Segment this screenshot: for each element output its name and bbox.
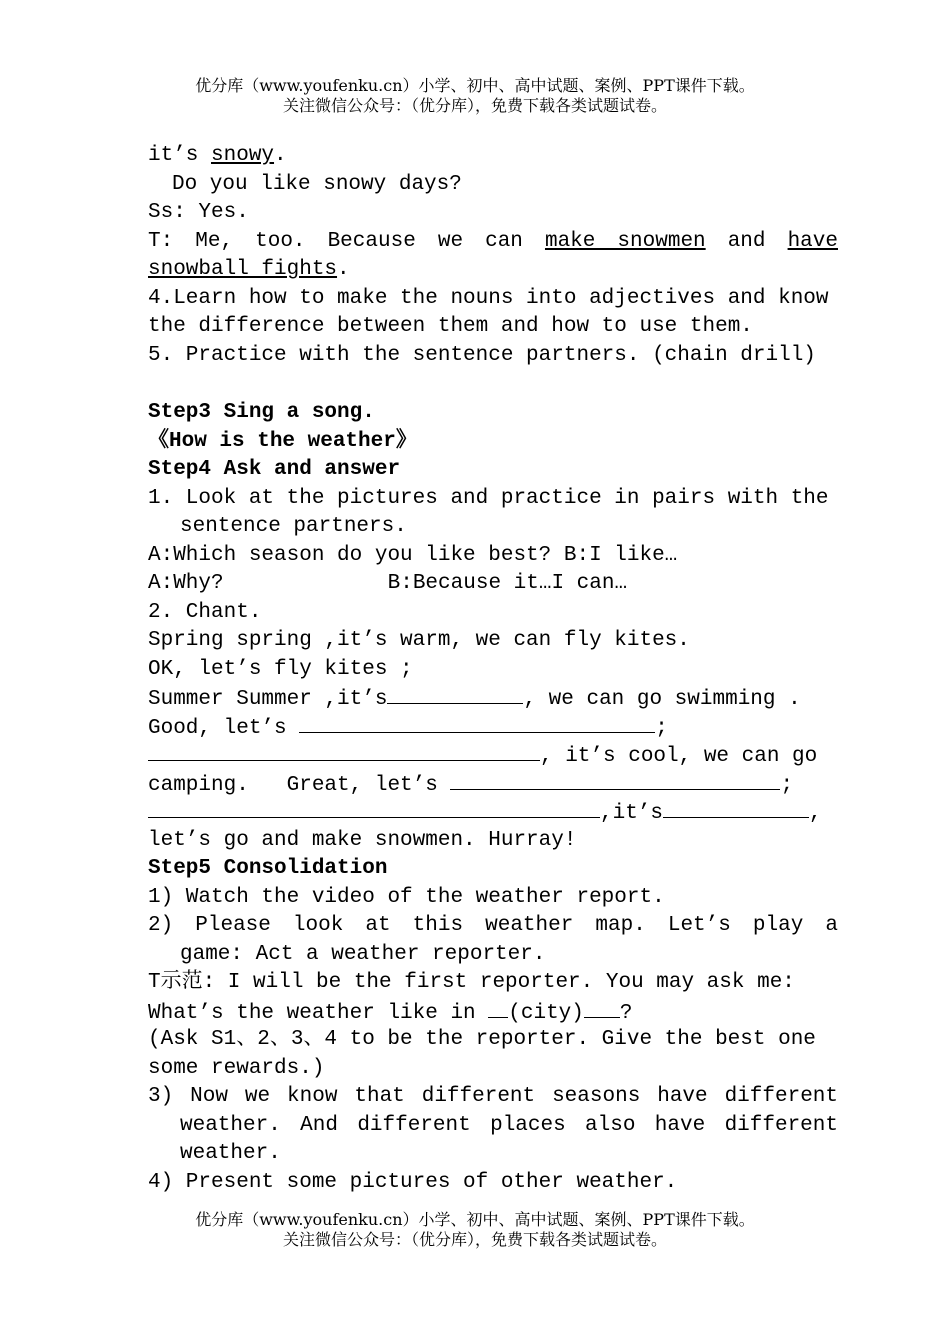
text-line: A:Why? B:Because it…I can… — [148, 572, 628, 595]
text-line: 5. Practice with the sentence partners. (chain drill) — [148, 343, 816, 367]
answer-blank[interactable] — [299, 713, 655, 733]
text-line: T: Me, too. Because we can make snowmen and have — [148, 229, 838, 253]
answer-blank[interactable] — [148, 741, 540, 761]
text-line: 2) Please look at this weather map. Let’s play a — [148, 914, 838, 937]
text-line: A:Which season do you like best? B:I like… — [148, 543, 678, 567]
text-line: snowball fights. — [148, 258, 350, 281]
text-line: 4.Learn how to make the nouns into adjectives and know — [148, 286, 829, 310]
footer-line-1: 优分库（www.youfenku.cn）小学、初中、高中试题、案例、PPT课件下载。 — [195, 1210, 755, 1229]
answer-blank[interactable] — [148, 798, 600, 818]
header-line-2: 关注微信公众号：（优分库），免费下载各类试题试卷。 — [282, 96, 667, 115]
text-line: Good, let’s ; — [148, 713, 838, 742]
text-line: game: Act a weather reporter. — [180, 942, 546, 966]
underlined-phrase: make snowmen — [544, 229, 706, 253]
text-line: 1) Watch the video of the weather report. — [148, 885, 665, 909]
step5-heading: Step5 Consolidation — [148, 857, 388, 880]
text-line: let’s go and make snowmen. Hurray! — [148, 828, 577, 852]
answer-blank[interactable] — [584, 998, 620, 1018]
text-line: Summer Summer ,it’s , we can go swimming . — [148, 684, 838, 713]
text-line: weather. — [180, 1142, 281, 1165]
step4-heading: Step4 Ask and answer — [148, 458, 401, 481]
text-line: weather. And different places also have different — [180, 1113, 838, 1137]
text-line: 4) Present some pictures of other weather. — [148, 1170, 678, 1194]
answer-blank[interactable] — [450, 770, 780, 790]
text-line: What’s the weather like in (city) ? — [148, 998, 838, 1027]
text-line: (Ask S1、2、3、4 to be the reporter. Give the best one — [148, 1028, 816, 1051]
text-line: sentence partners. — [180, 515, 407, 538]
footer-line-2: 关注微信公众号：（优分库），免费下载各类试题试卷。 — [282, 1230, 667, 1249]
document-body — [148, 142, 838, 1197]
answer-blank[interactable] — [387, 684, 523, 704]
song-title: 《How is the weather》 — [148, 429, 417, 453]
text-line: camping. Great, let’s ; — [148, 770, 838, 799]
text-line: Do you like snowy days? — [172, 172, 462, 196]
text-line: 3) Now we know that different seasons have different — [148, 1085, 838, 1108]
text-line: 2. Chant. — [148, 600, 262, 624]
text-line: it’s snowy. — [148, 144, 287, 167]
underlined-word: snowy — [211, 144, 275, 167]
text-line: 1. Look at the pictures and practice in pairs with the — [148, 486, 829, 510]
text-line: ,it’s , — [148, 798, 838, 827]
page-header — [0, 76, 950, 116]
text-line: OK, let’s fly kites ; — [148, 657, 413, 681]
page-footer — [0, 1210, 950, 1250]
underlined-phrase: have — [787, 229, 838, 253]
text-line: the difference between them and how to use them. — [148, 315, 753, 338]
text-line: Ss: Yes. — [148, 201, 249, 224]
header-line-1: 优分库（www.youfenku.cn）小学、初中、高中试题、案例、PPT课件下载。 — [195, 76, 755, 95]
underlined-phrase: snowball fights — [148, 258, 338, 281]
answer-blank[interactable] — [488, 998, 508, 1018]
answer-blank[interactable] — [663, 798, 809, 818]
spacer — [148, 370, 838, 399]
step3-heading: Step3 Sing a song. — [148, 401, 375, 424]
text-line: , it’s cool, we can go — [148, 741, 838, 770]
text-line: some rewards.) — [148, 1056, 325, 1080]
text-line: T示范: I will be the first reporter. You may ask me: — [148, 971, 795, 994]
text-line: Spring spring ,it’s warm, we can fly kites. — [148, 629, 690, 652]
